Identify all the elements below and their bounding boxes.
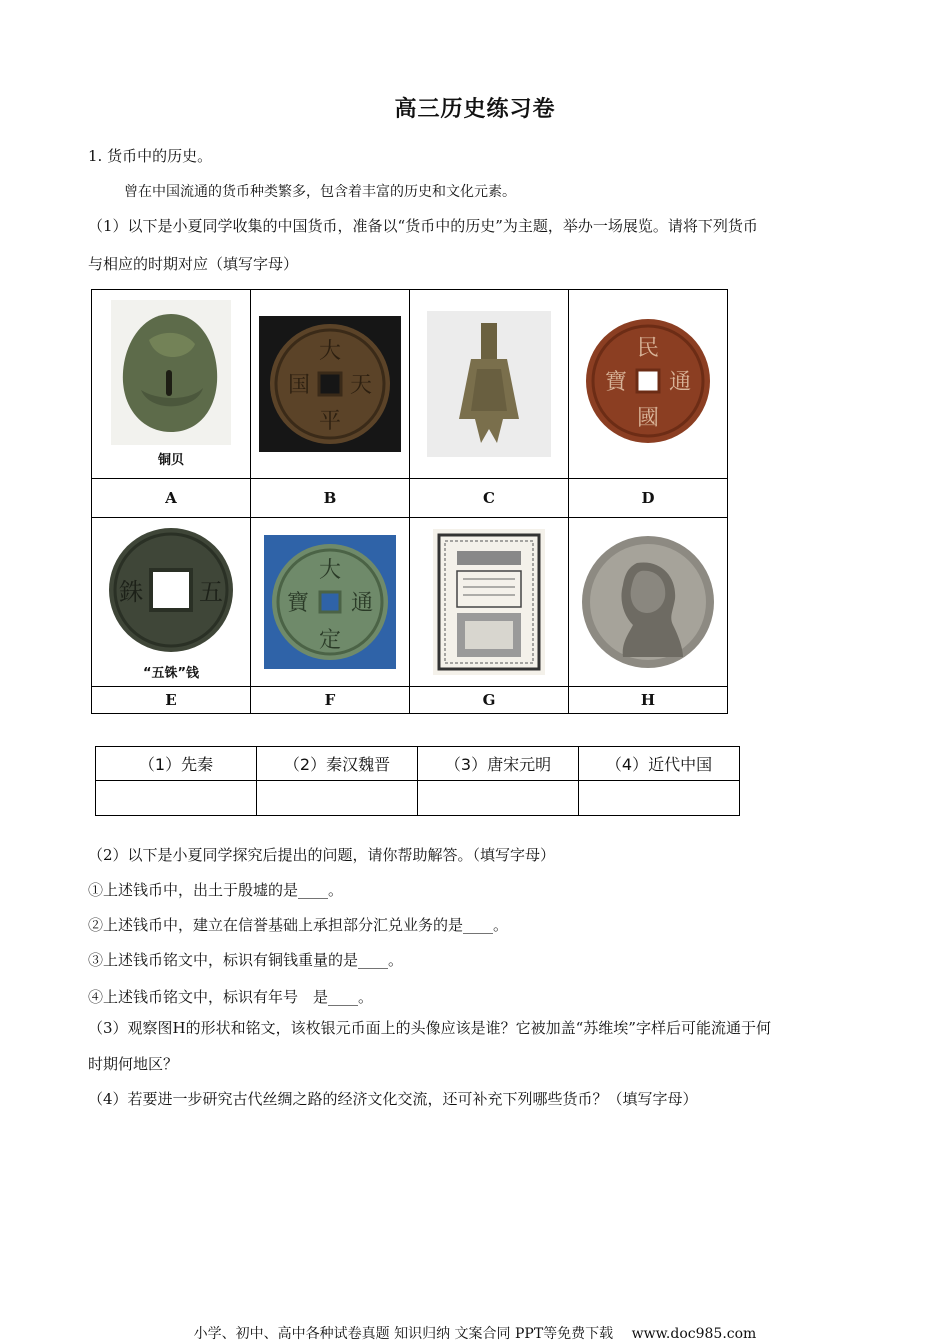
question-intro: 曾在中国流通的货币种类繁多，包含着丰富的历史和文化元素。 (124, 184, 516, 200)
coin-f-glyph-bottom: 定 (318, 628, 342, 653)
subquestion-1: ①上述钱币中，出土于殷墟的是____。 (88, 881, 344, 899)
dading-coin-image (264, 535, 396, 669)
coin-b-glyph-right: 天 (349, 373, 373, 398)
coin-f-glyph-top: 大 (318, 558, 342, 583)
period-header-4: （4）近代中国 (579, 747, 740, 781)
coin-label-e: E (92, 687, 251, 714)
coin-f-glyph-left: 寶 (286, 591, 310, 616)
period-header-1: （1）先秦 (96, 747, 257, 781)
coin-b-glyph-top: 大 (318, 339, 342, 364)
coin-e-glyph-right: 五 (199, 577, 223, 606)
silver-dollar-image (579, 533, 717, 671)
paper-note-image (433, 529, 545, 675)
coin-b-glyph-left: 国 (287, 373, 311, 398)
taiping-coin-image (259, 316, 401, 452)
coin-cell-e (92, 518, 251, 687)
period-answer-1[interactable] (96, 781, 257, 816)
period-header-2: （2）秦汉魏晋 (257, 747, 418, 781)
spade-coin-image (427, 311, 551, 457)
coin-a-caption: 铜贝 (157, 453, 184, 468)
period-answer-4[interactable] (579, 781, 740, 816)
minguo-coin-image (583, 311, 713, 457)
coin-e-caption: “五铢”钱 (142, 665, 200, 681)
coin-cell-c (410, 290, 569, 479)
coin-label-b: B (251, 479, 410, 518)
page-title: 高三历史练习卷 (394, 96, 556, 122)
coin-cell-f (251, 518, 410, 687)
coin-label-f: F (251, 687, 410, 714)
coin-table (91, 289, 728, 714)
coin-e-glyph-left: 銖 (119, 577, 143, 606)
coin-cell-h (569, 518, 728, 687)
part1-text-line1: （1）以下是小夏同学收集的中国货币，准备以“货币中的历史”为主题，举办一场展览。请将下列货币 (88, 217, 758, 235)
subquestion-3: ③上述钱币铭文中，标识有铜钱重量的是____。 (88, 951, 404, 969)
part3-text-line2: 时期何地区？ (88, 1055, 179, 1073)
coin-cell-a (92, 290, 251, 479)
period-answer-2[interactable] (257, 781, 418, 816)
coin-cell-d (569, 290, 728, 479)
period-table (95, 746, 740, 816)
subquestion-4: ④上述钱币铭文中，标识有年号 是____。 (88, 988, 374, 1006)
coin-label-a: A (92, 479, 251, 518)
subquestion-2: ②上述钱币中，建立在信誉基础上承担部分汇兑业务的是____。 (88, 916, 509, 934)
coin-f-glyph-right: 通 (350, 591, 374, 616)
coin-label-d: D (569, 479, 728, 518)
coin-b-glyph-bottom: 平 (318, 409, 342, 434)
part1-text-line2: 与相应的时期对应（填写字母） (88, 255, 299, 273)
part2-text: （2）以下是小夏同学探究后提出的问题，请你帮助解答。（填写字母） (88, 846, 556, 864)
period-answer-3[interactable] (418, 781, 579, 816)
period-header-3: （3）唐宋元明 (418, 747, 579, 781)
part3-text-line1: （3）观察图H的形状和铭文，该枚银元币面上的头像应该是谁？它被加盖“苏维埃”字样后可能流通于何 (88, 1019, 771, 1037)
coin-label-g: G (410, 687, 569, 714)
coin-cell-b (251, 290, 410, 479)
coin-d-glyph-bottom: 國 (636, 406, 660, 431)
question-heading: 1. 货币中的历史。 (88, 147, 213, 165)
coin-d-glyph-top: 民 (636, 336, 660, 361)
coin-d-glyph-left: 寶 (604, 370, 628, 395)
coin-cell-g (410, 518, 569, 687)
coin-label-c: C (410, 479, 569, 518)
page-footer: 小学、初中、高中各种试卷真题 知识归纳 文案合同 PPT等免费下载 www.doc985.com (193, 1326, 757, 1342)
part4-text: （4）若要进一步研究古代丝绸之路的经济文化交流，还可补充下列哪些货币？（填写字母） (88, 1090, 698, 1108)
coin-d-glyph-right: 通 (668, 370, 692, 395)
bronze-shell-coin-image (111, 300, 231, 445)
wuzhu-coin-image (101, 524, 241, 658)
coin-label-h: H (569, 687, 728, 714)
